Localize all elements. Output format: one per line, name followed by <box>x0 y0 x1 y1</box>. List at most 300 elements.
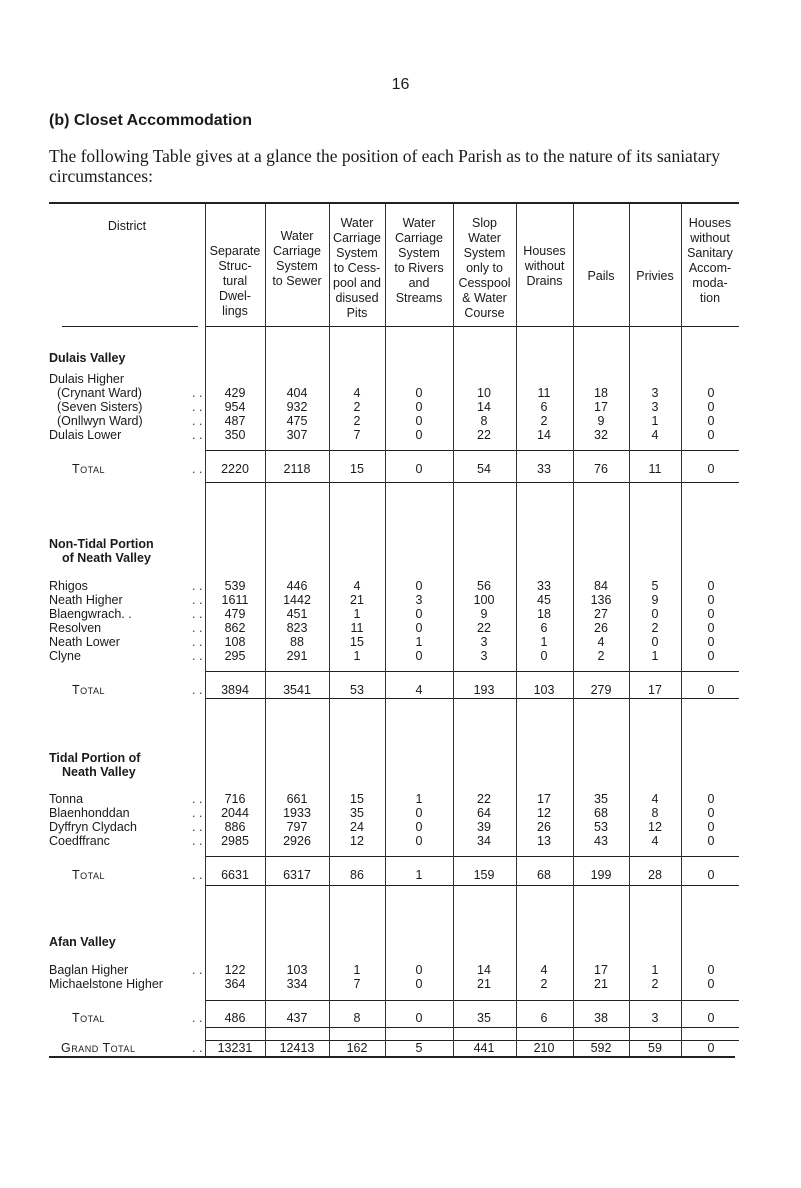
section-title: Non-Tidal Portion <box>49 537 154 551</box>
header-line: Carriage <box>273 244 321 258</box>
total-cell: 38 <box>594 1011 608 1025</box>
table-cell: 0 <box>415 414 423 428</box>
sub-heading: Dulais Higher <box>49 372 125 386</box>
table-cell: 0 <box>707 792 715 806</box>
district-name: Neath Lower <box>49 635 120 649</box>
table-cell: 0 <box>651 607 659 621</box>
column-rule <box>329 204 330 1056</box>
leader-dots: . . <box>192 806 203 820</box>
total-cell: 2220 <box>221 462 249 476</box>
total-cell: 437 <box>286 1011 308 1025</box>
table-cell: 22 <box>477 792 491 806</box>
leader-dots: . . <box>192 414 203 428</box>
total-cell: 3894 <box>221 683 249 697</box>
table-top-rule <box>49 202 739 204</box>
table-cell: 0 <box>707 977 715 991</box>
table-cell: 429 <box>224 386 246 400</box>
table-cell: 18 <box>537 607 551 621</box>
table-cell: 13 <box>537 834 551 848</box>
page-number: 16 <box>391 76 410 93</box>
table-cell: 1 <box>353 963 361 977</box>
table-cell: 8 <box>480 414 488 428</box>
header-line: Carriage <box>395 231 443 245</box>
header-line: Accom- <box>688 261 732 275</box>
header-line: Carriage <box>333 231 381 245</box>
header-line: Dwel- <box>219 289 251 303</box>
header-line: Drains <box>526 274 563 288</box>
total-cell: 28 <box>648 868 662 882</box>
table-cell: 108 <box>224 635 246 649</box>
grand-total-cell: 59 <box>648 1041 662 1055</box>
table-cell: 0 <box>415 820 423 834</box>
table-cell: 3 <box>415 593 423 607</box>
total-top-rule <box>206 856 739 857</box>
table-cell: 21 <box>350 593 364 607</box>
table-cell: 0 <box>415 963 423 977</box>
header-line: only to <box>466 261 503 275</box>
table-cell: 17 <box>594 400 608 414</box>
total-cell: 103 <box>533 683 555 697</box>
table-cell: 0 <box>415 607 423 621</box>
table-cell: 84 <box>594 579 608 593</box>
district-name: Neath Higher <box>49 593 123 607</box>
total-cell: 199 <box>590 868 612 882</box>
leader-dots: . . <box>192 820 203 834</box>
table-cell: 35 <box>594 792 608 806</box>
table-cell: 26 <box>594 621 608 635</box>
table-cell: 39 <box>477 820 491 834</box>
total-bottom-rule <box>206 482 739 483</box>
table-cell: 33 <box>537 579 551 593</box>
section-title: Neath Valley <box>62 765 136 779</box>
grand-total-cell: 13231 <box>217 1041 253 1055</box>
header-line: Course <box>464 306 505 320</box>
table-cell: 4 <box>353 386 361 400</box>
table-cell: 12 <box>648 820 662 834</box>
total-cell: 0 <box>415 462 423 476</box>
header-rivers <box>385 216 453 306</box>
table-cell: 8 <box>651 806 659 820</box>
section-title: Afan Valley <box>49 935 116 949</box>
header-underline <box>62 326 198 327</box>
intro-paragraph: The following Table gives at a glance the position of each Parish as to the nature of its saniatary circumstances: <box>49 146 721 186</box>
table-cell: 27 <box>594 607 608 621</box>
total-label: Total <box>72 683 105 697</box>
header-line: Water <box>280 229 314 243</box>
table-cell: 350 <box>224 428 246 442</box>
table-cell: 3 <box>651 386 659 400</box>
header-without-drains <box>516 244 573 289</box>
district-name: (Seven Sisters) <box>57 400 143 414</box>
table-cell: 88 <box>290 635 304 649</box>
header-line: Separate <box>209 244 261 258</box>
table-cell: 3 <box>480 635 488 649</box>
table-cell: 1 <box>651 649 659 663</box>
table-cell: 716 <box>224 792 246 806</box>
grand-total-cell: 12413 <box>279 1041 315 1055</box>
table-cell: 451 <box>286 607 308 621</box>
leader-dots: . . <box>192 834 203 848</box>
table-cell: 1 <box>540 635 548 649</box>
header-line: Cesspool <box>458 276 511 290</box>
total-label: Total <box>72 462 105 476</box>
header-line: Pits <box>346 306 368 320</box>
header-line: & Water <box>462 291 507 305</box>
table-cell: 0 <box>415 579 423 593</box>
table-cell: 12 <box>537 806 551 820</box>
table-cell: 22 <box>477 428 491 442</box>
table-cell: 5 <box>651 579 659 593</box>
district-name: Baglan Higher <box>49 963 129 977</box>
total-cell: 3 <box>651 1011 659 1025</box>
table-cell: 2044 <box>221 806 249 820</box>
leader-dots: . . <box>192 607 203 621</box>
header-line: System <box>463 246 506 260</box>
table-cell: 1 <box>651 414 659 428</box>
table-cell: 35 <box>350 806 364 820</box>
district-name: Tonna <box>49 792 84 806</box>
table-cell: 12 <box>350 834 364 848</box>
table-cell: 2 <box>540 977 548 991</box>
table-cell: 100 <box>473 593 495 607</box>
header-line: Streams <box>395 291 443 305</box>
table-bottom-rule <box>49 1056 735 1058</box>
column-rule <box>629 204 630 1056</box>
table-cell: 17 <box>594 963 608 977</box>
table-cell: 487 <box>224 414 246 428</box>
table-cell: 43 <box>594 834 608 848</box>
table-cell: 15 <box>350 635 364 649</box>
header-line: tural <box>222 274 248 288</box>
header-line: Sanitary <box>687 246 733 260</box>
header-sewer <box>265 229 329 289</box>
total-bottom-rule <box>206 885 739 886</box>
table-cell: 136 <box>590 593 612 607</box>
table-cell: 45 <box>537 593 551 607</box>
table-cell: 32 <box>594 428 608 442</box>
leader-dots: . . <box>192 621 203 635</box>
district-name: Michaelstone Higher <box>49 977 163 991</box>
grand-total-cell: 0 <box>707 1041 715 1055</box>
table-cell: 1611 <box>221 593 249 607</box>
table-cell: 2985 <box>221 834 249 848</box>
total-cell: 8 <box>353 1011 361 1025</box>
district-name: (Onllwyn Ward) <box>57 414 143 428</box>
table-cell: 0 <box>707 607 715 621</box>
column-rule <box>516 204 517 1056</box>
table-cell: 0 <box>707 579 715 593</box>
header-separate-dwellings <box>205 244 265 319</box>
table-cell: 9 <box>480 607 488 621</box>
leader-dots: . . <box>192 649 203 663</box>
table-cell: 0 <box>707 400 715 414</box>
header-line: without <box>524 259 565 273</box>
leader-dots: . . <box>192 963 203 977</box>
leader-dots: . . <box>192 1011 203 1025</box>
table-cell: 10 <box>477 386 491 400</box>
table-cell: 404 <box>286 386 308 400</box>
header-line: Water <box>402 216 436 230</box>
leader-dots: . . <box>192 1041 203 1055</box>
table-cell: 1 <box>651 963 659 977</box>
table-cell: 6 <box>540 621 548 635</box>
table-cell: 14 <box>477 963 491 977</box>
table-cell: 4 <box>651 428 659 442</box>
table-cell: 0 <box>707 820 715 834</box>
leader-dots: . . <box>192 400 203 414</box>
header-line: Water <box>468 231 501 245</box>
district-name: Dulais Lower <box>49 428 122 442</box>
table-cell: 932 <box>286 400 308 414</box>
table-cell: 0 <box>415 400 423 414</box>
table-cell: 2 <box>651 977 659 991</box>
table-cell: 6 <box>540 400 548 414</box>
table-cell: 21 <box>477 977 491 991</box>
header-line: and <box>408 276 430 290</box>
leader-dots: . . <box>192 635 203 649</box>
table-cell: 122 <box>224 963 246 977</box>
header-slop-water <box>453 216 516 321</box>
table-cell: 334 <box>286 977 308 991</box>
table-cell: 3 <box>651 400 659 414</box>
table-cell: 3 <box>480 649 488 663</box>
total-cell: 17 <box>648 683 662 697</box>
total-cell: 86 <box>350 868 364 882</box>
table-cell: 446 <box>286 579 308 593</box>
table-cell: 68 <box>594 806 608 820</box>
table-cell: 954 <box>224 400 246 414</box>
leader-dots: . . <box>192 792 203 806</box>
total-cell: 6631 <box>221 868 249 882</box>
table-cell: 291 <box>286 649 308 663</box>
table-cell: 11 <box>350 621 364 635</box>
leader-dots: . . <box>192 462 203 476</box>
total-bottom-rule <box>206 1027 739 1028</box>
table-cell: 24 <box>350 820 364 834</box>
header-privies <box>629 269 681 284</box>
total-label: Total <box>72 868 105 882</box>
table-cell: 21 <box>594 977 608 991</box>
table-cell: 7 <box>353 428 361 442</box>
total-cell: 11 <box>648 462 662 476</box>
grand-total-label: Grand Total <box>61 1041 136 1055</box>
table-cell: 0 <box>651 635 659 649</box>
table-cell: 2 <box>651 621 659 635</box>
header-line: pool and <box>333 276 381 290</box>
district-name: Blaenhonddan <box>49 806 130 820</box>
total-cell: 33 <box>537 462 551 476</box>
table-cell: 539 <box>224 579 246 593</box>
table-cell: 1 <box>353 607 361 621</box>
table-cell: 295 <box>224 649 246 663</box>
table-cell: 2 <box>353 400 361 414</box>
table-cell: 4 <box>597 635 605 649</box>
district-name: Rhigos <box>49 579 88 593</box>
table-cell: 1933 <box>283 806 311 820</box>
total-cell: 279 <box>590 683 612 697</box>
table-cell: 103 <box>286 963 308 977</box>
table-cell: 862 <box>224 621 246 635</box>
grand-total-cell: 5 <box>415 1041 423 1055</box>
total-cell: 68 <box>537 868 551 882</box>
header-line: tion <box>699 291 721 305</box>
table-cell: 9 <box>651 593 659 607</box>
table-cell: 364 <box>224 977 246 991</box>
total-cell: 1 <box>415 868 423 882</box>
header-line: Water <box>340 216 374 230</box>
total-cell: 193 <box>473 683 495 697</box>
section-heading: (b) Closet Accommodation <box>49 112 252 129</box>
total-cell: 0 <box>707 1011 715 1025</box>
total-cell: 6 <box>540 1011 548 1025</box>
table-cell: 22 <box>477 621 491 635</box>
table-cell: 56 <box>477 579 491 593</box>
table-cell: 26 <box>537 820 551 834</box>
total-cell: 54 <box>477 462 491 476</box>
header-line: lings <box>222 304 248 318</box>
column-rule <box>681 204 682 1056</box>
header-line: disused <box>335 291 379 305</box>
table-cell: 0 <box>415 428 423 442</box>
table-cell: 9 <box>597 414 605 428</box>
table-cell: 1 <box>415 635 423 649</box>
table-cell: 0 <box>707 428 715 442</box>
section-title: Dulais Valley <box>49 351 126 365</box>
section-title: of Neath Valley <box>62 551 151 565</box>
total-cell: 3541 <box>283 683 311 697</box>
table-cell: 34 <box>477 834 491 848</box>
table-cell: 0 <box>707 635 715 649</box>
table-cell: 0 <box>415 834 423 848</box>
table-cell: 475 <box>286 414 308 428</box>
total-cell: 0 <box>707 683 715 697</box>
header-line: Slop <box>471 216 498 230</box>
header-line: to Cess- <box>333 261 381 275</box>
table-cell: 0 <box>707 963 715 977</box>
table-cell: 14 <box>477 400 491 414</box>
table-cell: 1442 <box>283 593 311 607</box>
table-cell: 4 <box>651 834 659 848</box>
grand-total-cell: 162 <box>346 1041 368 1055</box>
header-line: to Rivers <box>394 261 444 275</box>
grand-total-cell: 592 <box>590 1041 612 1055</box>
column-rule <box>265 204 266 1056</box>
total-top-rule <box>206 1000 739 1001</box>
table-cell: 886 <box>224 820 246 834</box>
district-name: Resolven <box>49 621 102 635</box>
header-line: without <box>690 231 730 245</box>
table-cell: 479 <box>224 607 246 621</box>
total-cell: 0 <box>707 462 715 476</box>
header-line: Privies <box>636 269 674 283</box>
grand-total-cell: 441 <box>473 1041 495 1055</box>
header-line: System <box>276 259 318 273</box>
table-cell: 2926 <box>283 834 311 848</box>
district-name: (Crynant Ward) <box>57 386 142 400</box>
table-cell: 0 <box>540 649 548 663</box>
total-cell: 6317 <box>283 868 311 882</box>
total-cell: 0 <box>707 868 715 882</box>
table-cell: 0 <box>707 414 715 428</box>
table-cell: 797 <box>286 820 308 834</box>
leader-dots: . . <box>192 428 203 442</box>
leader-dots: . . <box>192 683 203 697</box>
section-title: Tidal Portion of <box>49 751 141 765</box>
header-line: Pails <box>587 269 615 283</box>
total-cell: 486 <box>224 1011 246 1025</box>
leader-dots: . . <box>192 593 203 607</box>
header-underline <box>206 326 739 327</box>
table-cell: 1 <box>415 792 423 806</box>
table-cell: 2 <box>540 414 548 428</box>
table-cell: 0 <box>415 806 423 820</box>
table-cell: 661 <box>286 792 308 806</box>
header-line: to Sewer <box>272 274 322 288</box>
header-line: System <box>398 246 440 260</box>
district-name: Coedffranc <box>49 834 110 848</box>
total-cell: 76 <box>594 462 608 476</box>
total-cell: 53 <box>350 683 364 697</box>
header-line: Struc- <box>218 259 252 273</box>
total-top-rule <box>206 450 739 451</box>
column-rule <box>205 204 206 1056</box>
header-cesspool <box>329 216 385 321</box>
table-cell: 1 <box>353 649 361 663</box>
table-cell: 0 <box>415 649 423 663</box>
district-name: Clyne <box>49 649 81 663</box>
table-cell: 0 <box>707 386 715 400</box>
table-cell: 15 <box>350 792 364 806</box>
table-cell: 0 <box>707 649 715 663</box>
total-cell: 15 <box>350 462 364 476</box>
table-cell: 0 <box>415 386 423 400</box>
district-name: Blaengwrach. . <box>49 607 132 621</box>
table-cell: 4 <box>353 579 361 593</box>
table-cell: 64 <box>477 806 491 820</box>
table-cell: 823 <box>286 621 308 635</box>
total-cell: 4 <box>415 683 423 697</box>
column-rule <box>573 204 574 1056</box>
total-cell: 0 <box>415 1011 423 1025</box>
table-cell: 14 <box>537 428 551 442</box>
total-cell: 35 <box>477 1011 491 1025</box>
table-cell: 0 <box>707 621 715 635</box>
table-cell: 0 <box>415 621 423 635</box>
table-cell: 17 <box>537 792 551 806</box>
total-cell: 2118 <box>283 462 311 476</box>
table-cell: 0 <box>707 593 715 607</box>
table-cell: 0 <box>707 806 715 820</box>
table-cell: 18 <box>594 386 608 400</box>
column-rule <box>385 204 386 1056</box>
table-cell: 2 <box>353 414 361 428</box>
header-line: System <box>336 246 378 260</box>
table-cell: 11 <box>537 386 551 400</box>
leader-dots: . . <box>192 386 203 400</box>
table-cell: 4 <box>651 792 659 806</box>
header-line: Houses <box>523 244 566 258</box>
district-name: Dyffryn Clydach <box>49 820 137 834</box>
table-cell: 2 <box>597 649 605 663</box>
header-without-sanitary <box>681 216 739 306</box>
header-pails <box>573 269 629 284</box>
table-cell: 307 <box>286 428 308 442</box>
column-rule <box>453 204 454 1056</box>
leader-dots: . . <box>192 579 203 593</box>
leader-dots: . . <box>192 868 203 882</box>
grand-total-cell: 210 <box>533 1041 555 1055</box>
table-cell: 53 <box>594 820 608 834</box>
